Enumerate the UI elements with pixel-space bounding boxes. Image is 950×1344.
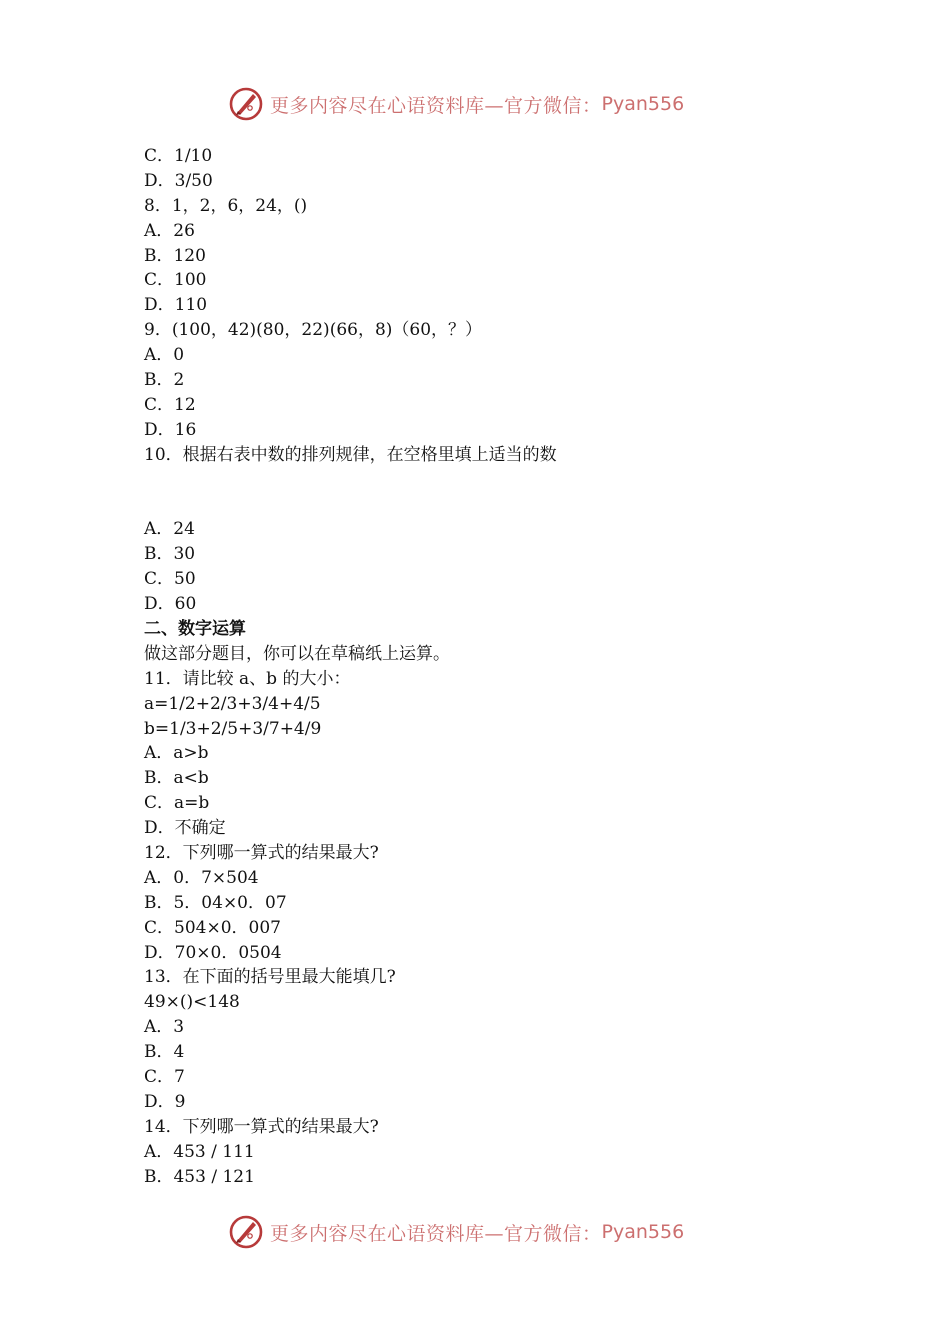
- question-line: 12．下列哪一算式的结果最大?: [144, 842, 379, 863]
- instruction-line: 做这部分题目，你可以在草稿纸上运算。: [144, 643, 450, 664]
- question-line: 8．1，2，6，24，(): [144, 195, 308, 216]
- question-line: 10．根据右表中数的排列规律，在空格里填上适当的数: [144, 444, 557, 465]
- option-line: D．不确定: [144, 818, 226, 839]
- option-line: B．453 / 121: [144, 1166, 255, 1187]
- option-line: C．7: [144, 1066, 185, 1087]
- formula-line: b=1/3+2/5+3/7+4/9: [144, 718, 322, 739]
- option-line: B．2: [144, 370, 185, 391]
- option-line: D．70×0．0504: [144, 942, 282, 963]
- watermark-account: Pyan556: [601, 93, 685, 115]
- footer-watermark: [228, 1212, 684, 1252]
- question-line: 9．(100，42)(80，22)(66，8)（60，？）: [144, 320, 483, 341]
- option-line: B．4: [144, 1042, 185, 1063]
- option-line: C．100: [144, 270, 207, 291]
- option-line: C．1/10: [144, 146, 213, 166]
- option-line: B．30: [144, 544, 196, 565]
- option-line: D．9: [144, 1091, 186, 1112]
- option-line: B．5．04×0．07: [144, 892, 287, 913]
- section-heading: 二、数字运算: [144, 618, 246, 639]
- option-line: A．0: [144, 345, 185, 366]
- quill-logo-icon: [228, 1214, 264, 1250]
- option-line: D．60: [144, 594, 197, 615]
- formula-line: a=1/2+2/3+3/4+4/5: [144, 693, 321, 714]
- blank-table-space: [144, 468, 824, 518]
- watermark-account: Pyan556: [601, 1221, 685, 1243]
- option-line: A．a>b: [144, 743, 209, 764]
- option-line: A．453 / 111: [144, 1141, 255, 1162]
- option-line: A．26: [144, 220, 195, 241]
- option-line: C．a=b: [144, 793, 210, 814]
- question-line: 11．请比较 a、b 的大小：: [144, 668, 351, 689]
- option-line: B．a<b: [144, 768, 209, 789]
- option-line: C．12: [144, 394, 196, 415]
- option-line: D．16: [144, 419, 197, 440]
- option-line: D．110: [144, 295, 208, 316]
- option-line: C．50: [144, 569, 196, 590]
- option-line: B．120: [144, 245, 206, 266]
- header-watermark: [228, 84, 684, 124]
- watermark-text: 更多内容尽在心语资料库—官方微信：: [270, 1222, 602, 1245]
- option-line: D．3/50: [144, 170, 213, 191]
- option-line: C．504×0．007: [144, 917, 281, 938]
- question-line: 14．下列哪一算式的结果最大?: [144, 1116, 379, 1137]
- quill-logo-icon: [228, 86, 264, 122]
- option-line: A．3: [144, 1017, 185, 1038]
- question-line: 13．在下面的括号里最大能填几?: [144, 967, 396, 988]
- document-body: [144, 144, 824, 1189]
- watermark-text: 更多内容尽在心语资料库—官方微信：: [270, 94, 602, 117]
- option-line: A．0．7×504: [144, 867, 259, 888]
- formula-line: 49×()<148: [144, 992, 240, 1013]
- option-line: A．24: [144, 519, 195, 540]
